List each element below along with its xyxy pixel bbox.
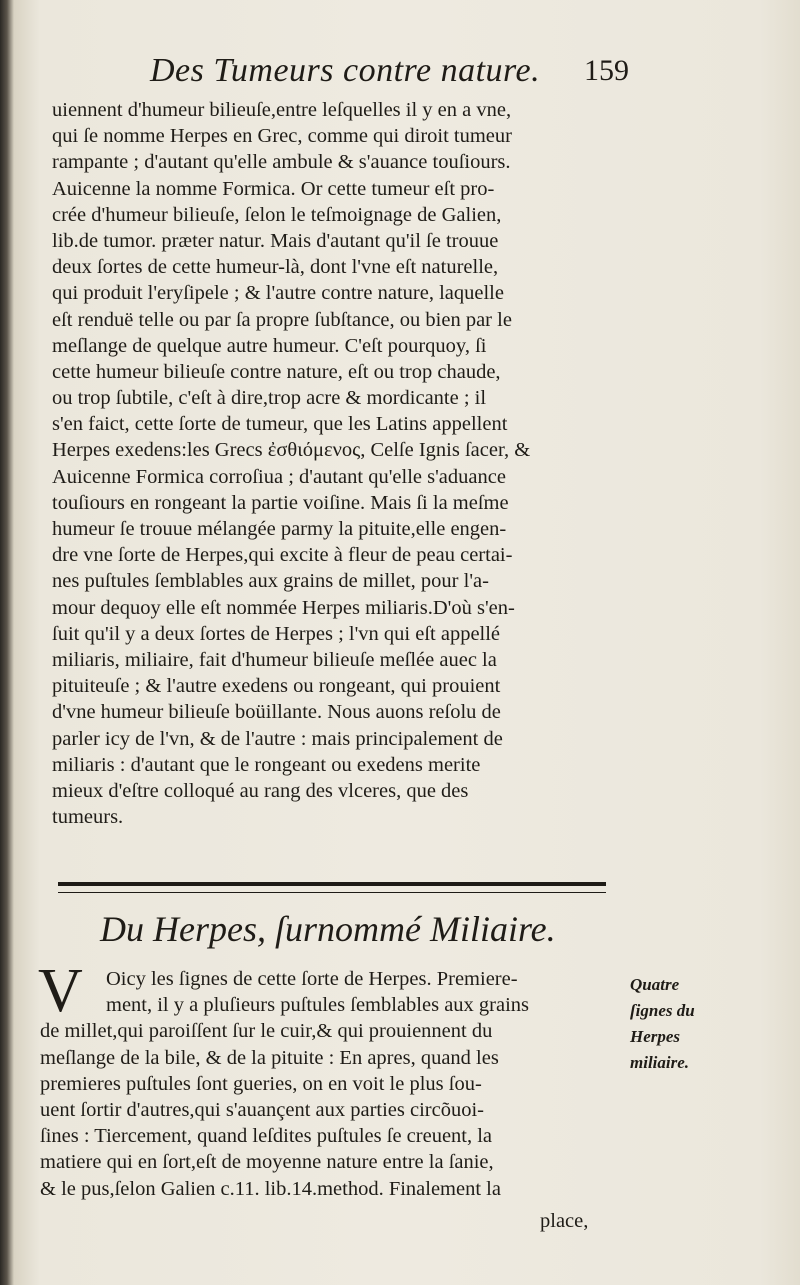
drop-cap: V (38, 957, 83, 1025)
text-line: dre vne ſorte de Herpes,qui excite à fleur de peau certai- (52, 544, 513, 567)
text-line: deux ſortes de cette humeur-là, dont l'vne eſt naturelle, (52, 256, 499, 279)
text-line: miliaris, miliaire, fait d'humeur bilieuſe meſlée auec la (52, 648, 497, 671)
text-line: rampante ; d'autant qu'elle ambule & s'auance touſiours. (52, 151, 511, 174)
text-line: Herpes exedens:les Grecs ἐσθιόμενος, Celſe Ignis ſacer, & (52, 439, 531, 462)
running-title: Des Tumeurs contre nature. (150, 52, 541, 89)
margin-note-line: Quatre (630, 975, 680, 994)
margin-note (630, 972, 730, 1076)
text-line: crée d'humeur bilieuſe, ſelon le teſmoignage de Galien, (52, 203, 502, 226)
text-line: tumeurs. (52, 806, 124, 829)
margin-note-line: Herpes (630, 1027, 681, 1046)
text-line: qui ſe nomme Herpes en Grec, comme qui diroit tumeur (52, 125, 512, 148)
text-line: mour dequoy elle eſt nommée Herpes miliaris.D'où s'en- (52, 596, 515, 619)
catchword: place, (540, 1210, 589, 1232)
text-line: de millet,qui paroiſſent ſur le cuir,& qui prouiennent du (40, 1020, 493, 1043)
text-line: qui produit l'eryſipele ; & l'autre contre nature, laquelle (52, 282, 504, 305)
text-line: Auicenne Formica corroſiua ; d'autant qu'elle s'aduance (52, 465, 506, 488)
text-line: lib.de tumor. præter natur. Mais d'autant qu'il ſe trouue (52, 229, 499, 252)
text-line: parler icy de l'vn, & de l'autre : mais principalement de (52, 727, 503, 750)
text-line: s'en faict, cette ſorte de tumeur, que les Latins appellent (52, 413, 508, 436)
text-line: ou trop ſubtile, c'eſt à dire,trop acre & mordicante ; il (52, 387, 487, 410)
text-line: Oicy les ſignes de cette ſorte de Herpes. Premiere- (106, 968, 518, 990)
page-number: 159 (584, 54, 629, 87)
text-line: humeur ſe trouue mélangée parmy la pituite,elle engen- (52, 518, 507, 540)
text-line: nes puſtules ſemblables aux grains de millet, pour l'a- (52, 570, 489, 593)
text-line: uiennent d'humeur bilieuſe,entre leſquelles il y en a vne, (52, 99, 512, 121)
text-line: ment, il y a pluſieurs puſtules ſemblables aux grains (106, 994, 530, 1017)
text-line: meſlange de quelque autre humeur. C'eſt pourquoy, ſi (52, 334, 487, 357)
text-line: Auicenne la nomme Formica. Or cette tumeur eſt pro- (52, 177, 495, 200)
text-line: pituiteuſe ; & l'autre exedens ou rongeant, qui prouient (52, 675, 501, 698)
section-divider (58, 882, 606, 893)
section-heading: Du Herpes, ſurnommé Miliaire. (100, 909, 556, 949)
text-line: uent ſortir d'autres,qui s'auançent aux parties circõuoi- (40, 1098, 484, 1121)
text-line: miliaris : d'autant que le rongeant ou exedens merite (52, 753, 481, 776)
margin-note-line: ſignes du (630, 1001, 695, 1020)
margin-note-line: miliaire. (630, 1053, 690, 1072)
text-line: premieres puſtules ſont gueries, on en voit le plus ſou- (40, 1072, 482, 1095)
text-line: eſt renduë telle ou par ſa propre ſubſtance, ou bien par le (52, 308, 512, 331)
text-line: & le pus,ſelon Galien c.11. lib.14.method. Finalement la (40, 1177, 501, 1200)
body-text (52, 97, 632, 830)
text-line: d'vne humeur bilieuſe boüillante. Nous auons reſolu de (52, 701, 501, 724)
text-line: matiere qui en ſort,eſt de moyenne nature entre la ſanie, (40, 1151, 494, 1174)
text-line: touſiours en rongeant la partie voiſine. Mais ſi la meſme (52, 491, 509, 514)
text-line: meſlange de la bile, & de la pituite : En apres, quand les (40, 1046, 499, 1069)
text-line: cette humeur bilieuſe contre nature, eſt ou trop chaude, (52, 360, 501, 383)
text-line: mieux d'eſtre colloqué au rang des vlceres, que des (52, 779, 469, 802)
text-line: ſines : Tiercement, quand leſdites puſtules ſe creuent, la (40, 1125, 493, 1148)
text-line: ſuit qu'il y a deux ſortes de Herpes ; l'vn qui eſt appellé (52, 622, 501, 645)
section-text (40, 966, 614, 1202)
